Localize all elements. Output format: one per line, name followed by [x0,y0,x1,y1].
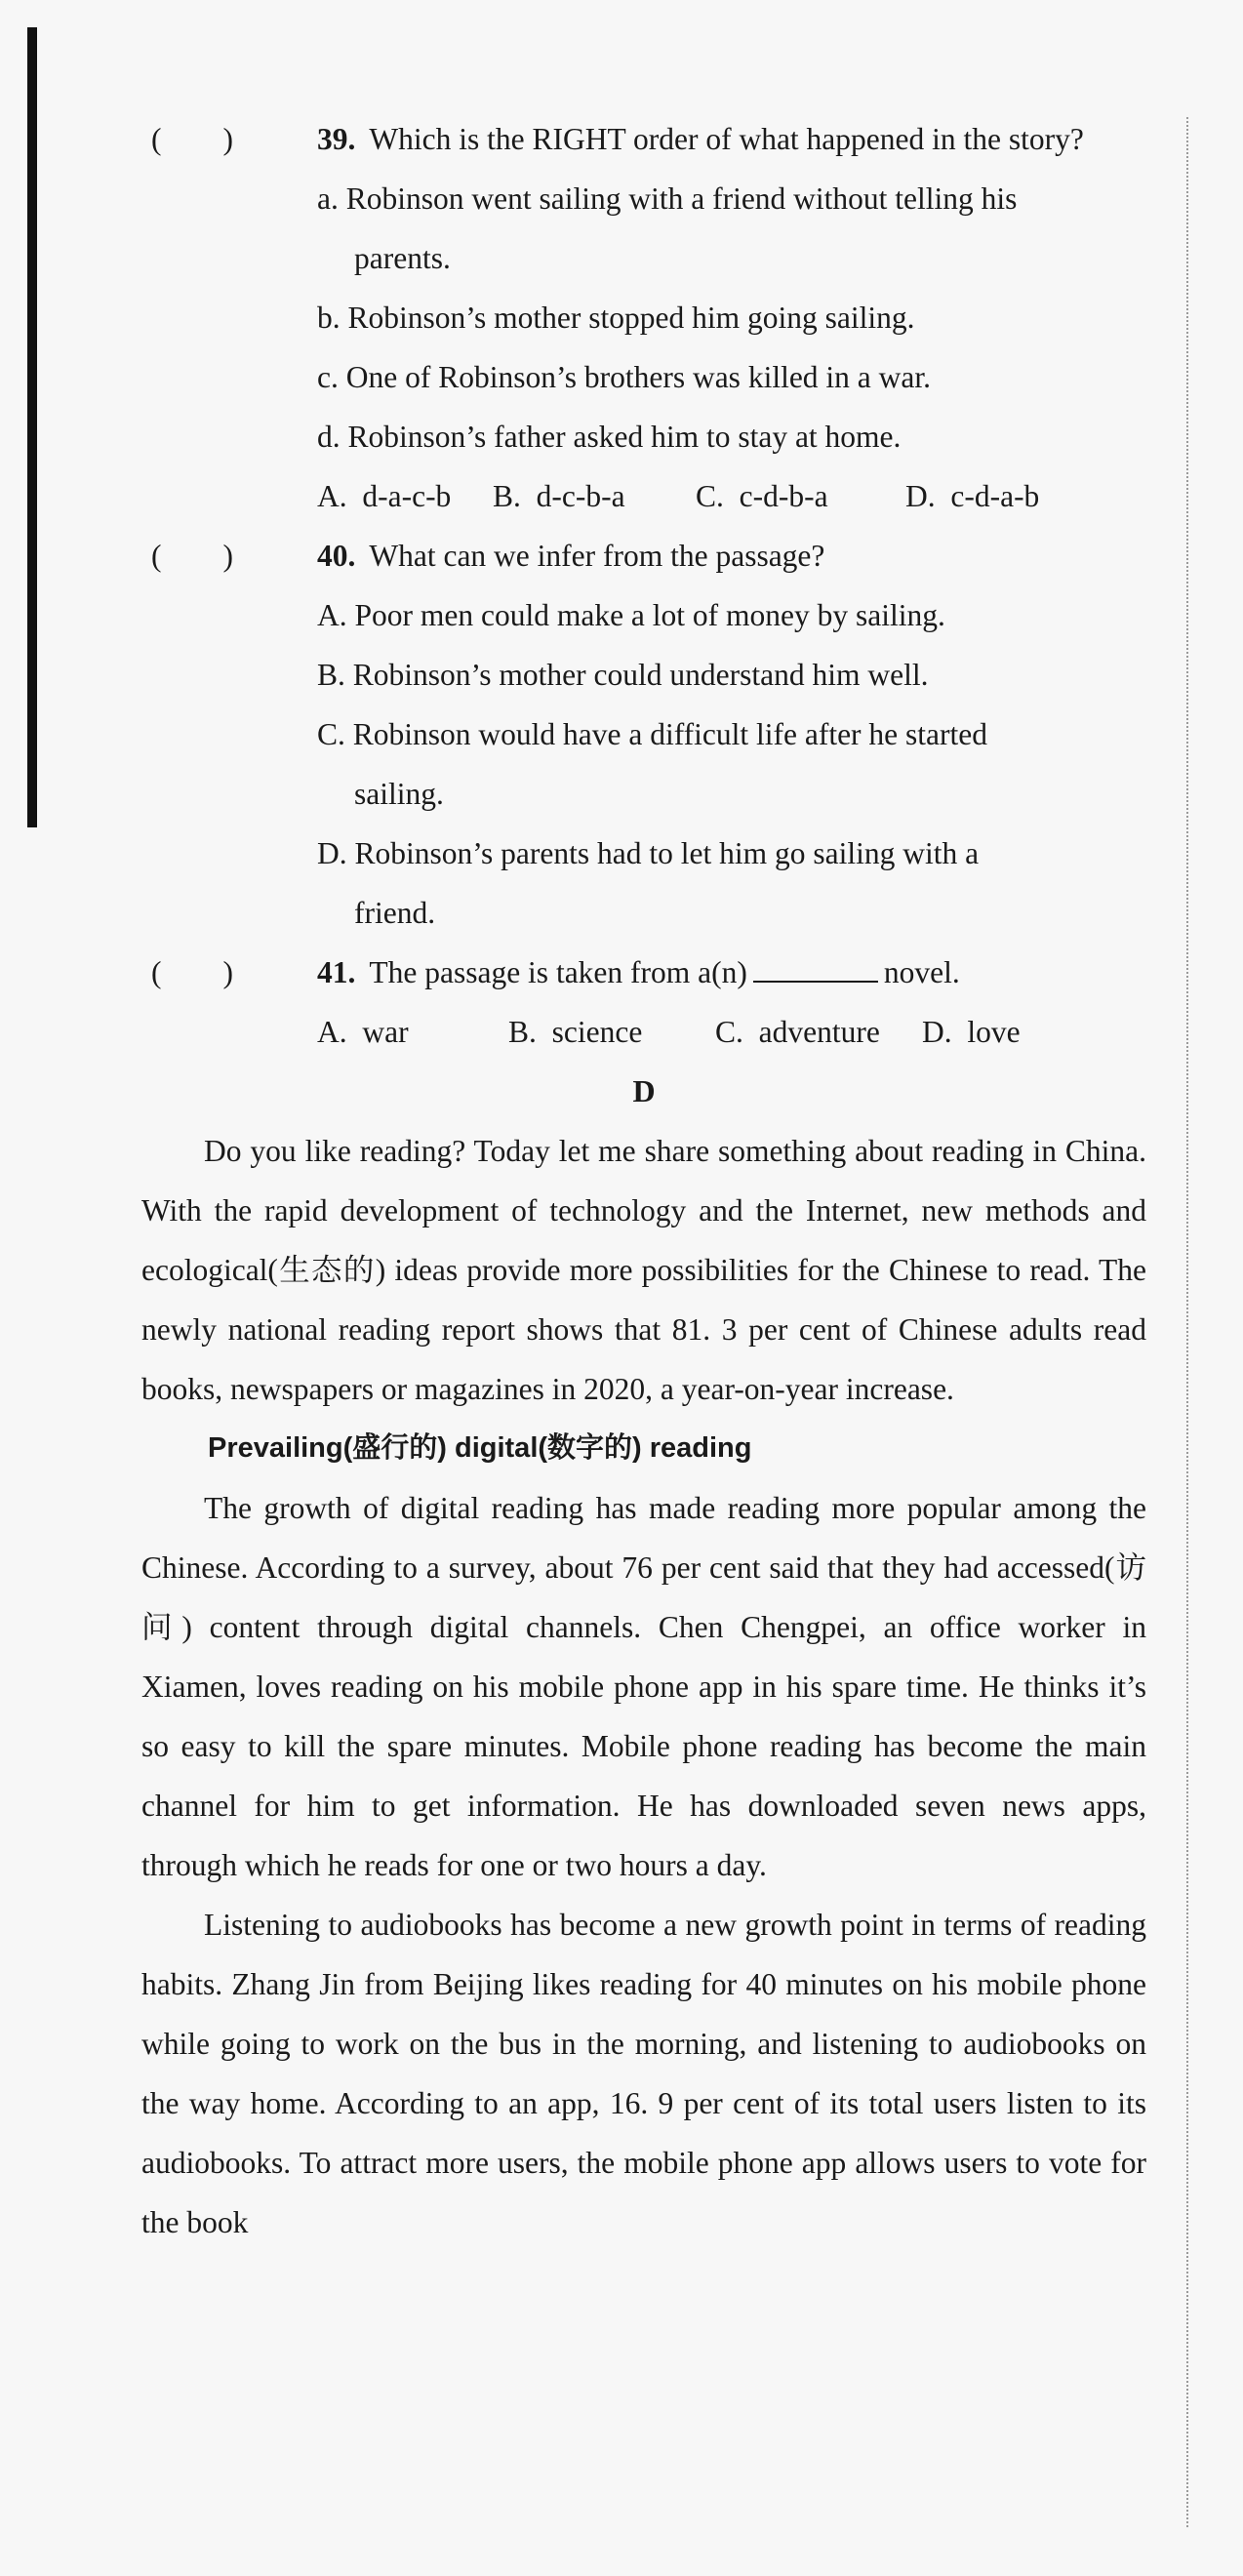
question-number-40: 40. [317,539,356,573]
question-stem-41-end: novel. [883,955,960,989]
choice-40-d-continued: friend. [354,896,436,930]
passage-paragraph-2: The growth of digital reading has made reading more popular among the Chinese. According to a survey, about 76 per cent said that they had accessed(访问) content through digital channels. Chen Chengpei, an office worker in Xiamen, loves reading on his mobile phone app in his spare time. He thinks it’s so easy to kill the spare minutes. Mobile phone reading has become the main channel for him to get information. He has downloaded seven news apps, through which he reads for one or two hours a day. [141,1491,1146,1882]
choice-41-c[interactable]: C. adventure [715,1015,880,1049]
choice-40-c-text: C. Robinson would have a difficult life after he started [317,717,987,751]
choice-39-b[interactable]: B. d-c-b-a [493,479,625,513]
fill-in-blank-41[interactable] [753,951,878,983]
event-b: b. Robinson’s mother stopped him going sailing. [317,301,915,335]
worksheet-content [141,109,1146,2252]
choices-41 [141,1002,1146,1062]
event-c: c. One of Robinson’s brothers was killed in a war. [317,360,932,394]
question-40 [141,526,1146,585]
answer-bracket-39[interactable]: ( ) [151,122,233,156]
passage-paragraph-1: Do you like reading? Today let me share something about reading in China. With the rapid development of technology and the Internet, new methods and ecological(生态的) ideas provide more possibilities for the Chinese to read. The newly national reading report shows that 81. 3 per cent of Chinese adults read books, newspapers or magazines in 2020, a year-on-year increase. [141,1134,1146,1406]
question-stem-41: The passage is taken from a(n) [369,955,747,989]
choice-39-c[interactable]: C. c-d-b-a [696,479,828,513]
choices-39 [141,466,1146,526]
event-a-text: a. Robinson went sailing with a friend without telling his [317,181,1018,216]
margin-dotted-rule [1186,117,1188,2527]
question-39 [141,109,1146,169]
choice-41-b[interactable]: B. science [508,1015,643,1049]
choice-39-a[interactable]: A. d-a-c-b [317,479,452,513]
event-a-continued: parents. [354,241,451,275]
choice-40-b[interactable]: B. Robinson’s mother could understand him well. [317,658,929,692]
passage-paragraph-3: Listening to audiobooks has become a new growth point in terms of reading habits. Zhang Jin from Beijing likes reading for 40 minutes on his mobile phone while going to work on the bus in the morning, and listening to audiobooks on the way home. According to an app, 16. 9 per cent of its total users listen to its audiobooks. To attract more users, the mobile phone app allows users to vote for the book [141,1908,1146,2239]
choice-39-d[interactable]: D. c-d-a-b [905,479,1040,513]
question-number-41: 41. [317,955,356,989]
choice-40-c-continued: sailing. [354,777,444,811]
question-number-39: 39. [317,122,356,156]
answer-bracket-40[interactable]: ( ) [151,539,233,573]
question-41 [141,943,1146,1002]
choice-40-d[interactable] [141,824,1146,943]
event-d: d. Robinson’s father asked him to stay at home. [317,420,902,454]
choice-41-d[interactable]: D. love [922,1015,1021,1049]
question-stem-39: Which is the RIGHT order of what happened in the story? [369,122,1084,156]
section-heading: D [632,1073,656,1108]
answer-bracket-41[interactable]: ( ) [151,955,233,989]
passage-subheading: Prevailing(盛行的) digital(数字的) reading [208,1432,752,1464]
choice-40-c[interactable] [141,704,1146,824]
choice-40-a[interactable]: A. Poor men could make a lot of money by sailing. [317,598,945,632]
choice-40-d-text: D. Robinson’s parents had to let him go sailing with a [317,836,980,870]
choice-41-a[interactable]: A. war [317,1015,409,1049]
event-a [141,169,1146,288]
binding-bar [27,27,37,827]
question-stem-40: What can we infer from the passage? [369,539,825,573]
